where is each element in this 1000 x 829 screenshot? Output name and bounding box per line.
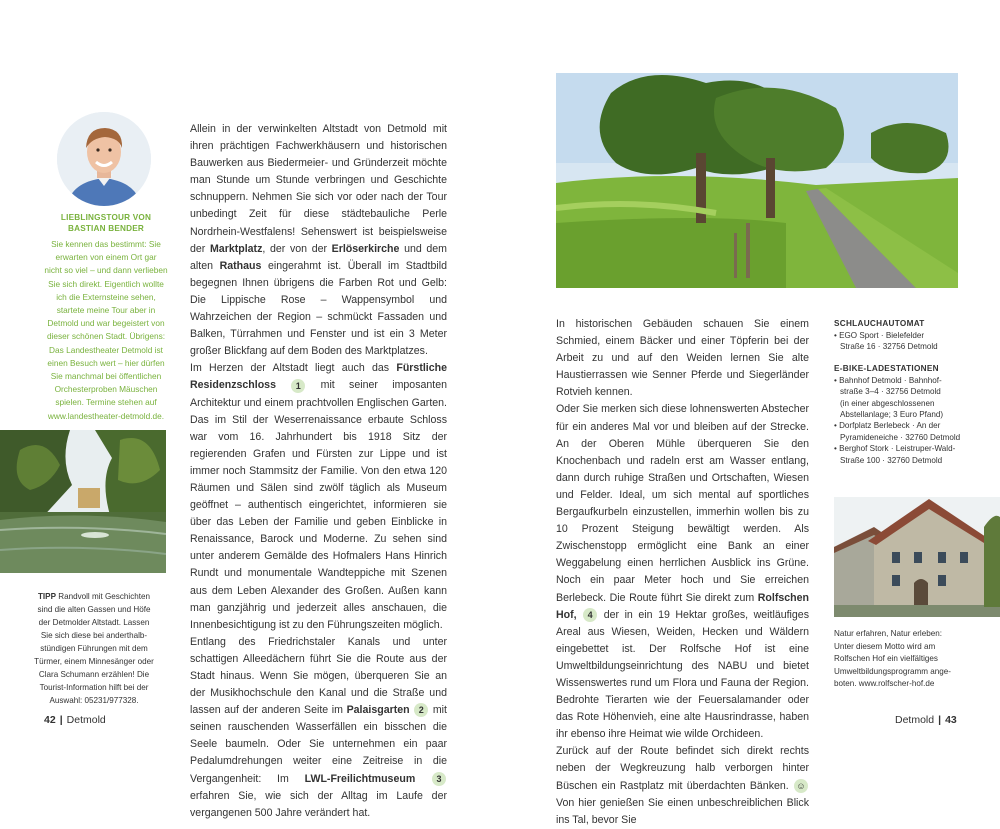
sidebar-title bbox=[45, 212, 167, 234]
info-line: (in einer abgeschlossenen bbox=[840, 398, 935, 408]
info-line: Straße 16 · 32756 Detmold bbox=[840, 342, 938, 352]
caption-line: Rolfschen Hof ein vielfältiges bbox=[834, 654, 938, 664]
sidebar-title-line: BASTIAN BENDER bbox=[67, 224, 145, 233]
caption-line: Unter diesem Motto wird am bbox=[834, 641, 936, 651]
highlight-term: Rolfschen Hof, bbox=[556, 591, 809, 621]
tipp-line: Sie sich diese bei anderthalb- bbox=[40, 631, 148, 640]
poi-number-badge: 2 bbox=[414, 703, 428, 717]
paragraph bbox=[190, 121, 447, 360]
tipp-line: Auswahl: 05231/977328. bbox=[49, 696, 139, 705]
highlight-term: Fürstliche Residenzschloss bbox=[190, 362, 447, 392]
tipp-label: TIPP bbox=[37, 592, 56, 601]
main-column-right bbox=[556, 316, 809, 829]
sidebar-line: einen Besuch wert – hier dürfen bbox=[47, 357, 165, 368]
highlight-term: Rathaus bbox=[219, 259, 262, 272]
text-run: Allein in der verwinkelten Altstadt von Detmold mit ihren prächtigen Fachwerkhäusern und historischen Bauwerken aus Biedermeier- und Gründerzeit möchte man Stunde um Stunde verbringen und Geschichte schnuppern. Nehmen Sie sich vor oder nach der Tour unbedingt Zeit für diese städtebauliche Perle Nordrhein-Westfalens! Sehenswert ist beispielsweise der bbox=[190, 123, 447, 255]
info-line: • Berghof Stork · Leistruper-Wald- bbox=[834, 444, 956, 454]
tipp-line: Türmer, einem Minnesänger oder bbox=[34, 657, 154, 666]
info-line: Straße 100 · 32760 Detmold bbox=[840, 455, 943, 465]
sidebar-line: dieser schönen Stadt. Übrigens: bbox=[46, 331, 166, 342]
tipp-box bbox=[22, 590, 166, 707]
sidebar-line: Orchesterproben Mäuschen bbox=[54, 384, 158, 395]
sidebar-text bbox=[44, 238, 168, 423]
sidebar-title-line: LIEBLINGSTOUR VON bbox=[60, 213, 152, 222]
caption-line: Natur erfahren, Natur erleben: bbox=[834, 629, 942, 638]
footer-right bbox=[895, 714, 957, 726]
highlight-term: Erlöserkirche bbox=[331, 242, 400, 255]
tipp-line: Clara Schumann erzählen! Die bbox=[38, 670, 150, 679]
poi-number-badge: 3 bbox=[432, 772, 446, 786]
paragraph: In historischen Gebäuden schauen Sie einem Schmied, einem Bäcker und einer Töpferin bei der Arbeit zu und auf den Weiden lernen Sie alte Haustierrassen wie Senner Pferde und Siegerländer Rotvieh kennen. bbox=[556, 318, 809, 399]
paragraph bbox=[556, 401, 809, 743]
sidebar-line: spielen. Termine stehen auf bbox=[55, 397, 157, 408]
canal-photo bbox=[0, 430, 166, 573]
tipp-line: der Detmolder Altstadt. Lassen bbox=[38, 618, 150, 627]
text-run: Im Herzen der Altstadt liegt auch das bbox=[190, 362, 397, 375]
tipp-line: Randvoll mit Geschichten bbox=[58, 592, 151, 601]
photo-caption bbox=[834, 628, 974, 691]
sidebar-line: Sie kennen das bestimmt: Sie bbox=[51, 239, 161, 249]
info-line: • Bahnhof Detmold · Bahnhof- bbox=[834, 375, 942, 385]
info-line: Pyramideneiche · 32760 Detmold bbox=[840, 432, 961, 442]
info-heading: E-BIKE-LADESTATIONEN bbox=[834, 363, 939, 373]
text-run: Entlang des Friedrichstaler Kanals und unter schattigen Alleedächern führt Sie die Route aus der Stadt hinaus. Wenn Sie mögen, überqueren Sie an der Musikhochschule den Kanal und die Straße und lassen auf der anderen Seite im bbox=[190, 635, 447, 717]
main-column-left bbox=[190, 121, 447, 822]
highlight-term: LWL-Freilichtmuseum bbox=[304, 772, 416, 785]
sidebar-line: nicht so viel – und dann verlieben bbox=[44, 265, 168, 276]
caption-line: Umweltbildungsprogramm ange- bbox=[834, 666, 951, 676]
farmhouse-photo bbox=[834, 497, 1000, 617]
sidebar-line: Das Landestheater Detmold ist bbox=[49, 344, 163, 355]
page-number: 42 bbox=[44, 714, 56, 726]
text-run: und dem alten bbox=[190, 242, 448, 272]
tipp-line: sind die alten Gassen und Höfe bbox=[37, 605, 151, 614]
text-run: Oder Sie merken sich diese lohnenswerten Abstecher für ein anderes Mal vor und bleiben auf der Strecke. An der Oberen Mühle überqueren Sie den Knochenbach und radeln erst am Wasser entlang, dann durch ruhige Straßen und Ortschaften, Wiesen und Felder. Ideal, um sich mental auf sportliches Bergaufkurbeln einzustellen, immerhin wollen bis zu 10 Prozent Steigung bewältigt werden. Als Zwischenstopp ermöglicht eine Bank an einer Weggabelung einen herrlichen Ausblick ins Grüne. Noch ein paar Meter hoch und Sie erreichen Berlebeck. Die Route führt Sie direkt zum bbox=[556, 403, 809, 604]
poi-number-badge: 4 bbox=[583, 608, 597, 622]
footer-left bbox=[44, 714, 106, 726]
sidebar-line: ich die Externsteine sehen, bbox=[56, 291, 156, 302]
info-box bbox=[834, 318, 984, 466]
info-heading: SCHLAUCHAUTOMAT bbox=[834, 319, 925, 328]
footer-title: Detmold bbox=[895, 714, 935, 726]
sidebar-line: Sie manchmal bei öffentlichen bbox=[50, 371, 162, 382]
rest-area-icon: ☺ bbox=[794, 779, 808, 793]
text-run: Zurück auf der Route befindet sich direkt rechts neben der Wegkreuzung halb verborgen hinter Büschen ein Rastplatz mit überdachten Bänken. bbox=[556, 745, 809, 792]
caption-line: boten. www.rolfscher-hof.de bbox=[834, 679, 935, 689]
text-run: , der von der bbox=[262, 242, 332, 255]
footer-divider: | bbox=[938, 714, 942, 726]
page-number: 43 bbox=[945, 714, 957, 726]
info-line: straße 3–4 · 32756 Detmold bbox=[840, 387, 941, 397]
info-line: Abstellanlage; 3 Euro Pfand) bbox=[840, 410, 944, 420]
footer-title: Detmold bbox=[66, 714, 106, 726]
tipp-line: stündigen Führungen mit dem bbox=[40, 644, 148, 653]
sidebar-line: Sie sich direkt. Eigentlich wollte bbox=[48, 278, 164, 289]
text-run: Von hier genießen Sie einen unbeschreiblichen Blick ins Tal, bevor Sie bbox=[556, 796, 809, 826]
text-run: erfahren Sie, wie sich der Alltag im Laufe der vergangenen 500 Jahre verändert hat. bbox=[190, 789, 447, 819]
sidebar-line: Detmold und war begeistert von bbox=[47, 318, 165, 329]
paragraph bbox=[190, 360, 447, 634]
tipp-line: Tourist-Information hilft bei der bbox=[39, 683, 149, 692]
sidebar-line: startete meine Tour aber in bbox=[56, 305, 156, 316]
info-line: • Dorfplatz Berlebeck · An der bbox=[834, 421, 941, 431]
poi-number-badge: 1 bbox=[291, 379, 305, 393]
footer-divider: | bbox=[59, 714, 63, 726]
text-run: mit seinen rauschenden Wasserfällen ein bisschen die Seele baumeln. Oder Sie unternehmen ein paar Pedalumdrehungen weiter eine Zeitreise in die Vergangenheit: Im bbox=[190, 704, 447, 785]
sidebar-line: erwarten von einem Ort gar bbox=[55, 252, 157, 263]
highlight-term: Marktplatz bbox=[209, 242, 263, 255]
text-run: der in ein 19 Hektar großes, weitläufiges Areal aus Wiesen, Weiden, Hecken und Wäldern eingebettet ist. Der Rolfsche Hof ist eine Umweltbildungseinrichtung des NABU und bietet Wissenswertes rund um Flora und Fauna der Region. Bedrohte Tierarten wie der Feuersalamander oder das Rote Höhenvieh, eine alte Hausrindrasse, haben ihr ebenso ihre Heimat wie wilde Orchideen. bbox=[556, 608, 809, 741]
sidebar-line: www.landestheater-detmold.de. bbox=[47, 410, 165, 421]
text-run: mit seiner imposanten Architektur und einem prachtvollen Englischen Garten. Das im Stil der Weserrenaissance erbaute Schloss war vom 16. Jahrhundert bis 1918 Sitz der regierenden Grafen und Fürsten zur Lippe und ist immer noch Stammsitz der Familie. Von den etwa 120 Räumen und Sälen sind zwölf täglich als Museum geöffnet – authentisch eingerichtet, informieren sie über das Leben der Familie und geben Einblicke in Renaissance, Barock und Moderne. Zu sehen sind unter anderem Gemälde des Hofmalers Hans Hinrich Rundt und monumentale Wandteppiche mit Szenen aus dem Leben Alexander des Großen. Außen kann man ganzjährig und jederzeit alles anschauen, die Innenbesichtigung ist zu den Führungszeiten möglich. bbox=[190, 379, 447, 631]
trees-road-photo bbox=[556, 73, 958, 288]
info-line: • EGO Sport · Bielefelder bbox=[834, 331, 925, 340]
text-run: eingerahmt ist. Überall im Stadtbild begegnen Ihnen übrigens die Farben Rot und Gelb: Die Lippische Rose – Wappensymbol und Wahrzeichen der Region – schmückt Fassaden und Balken, Türrahmen und Fenster und ist ein 3 Meter großer Blickfang auf dem Boden des Marktplatzes. bbox=[190, 259, 447, 358]
paragraph bbox=[556, 743, 809, 828]
author-portrait bbox=[57, 112, 151, 206]
highlight-term: Palaisgarten bbox=[346, 704, 410, 717]
paragraph bbox=[190, 634, 447, 822]
